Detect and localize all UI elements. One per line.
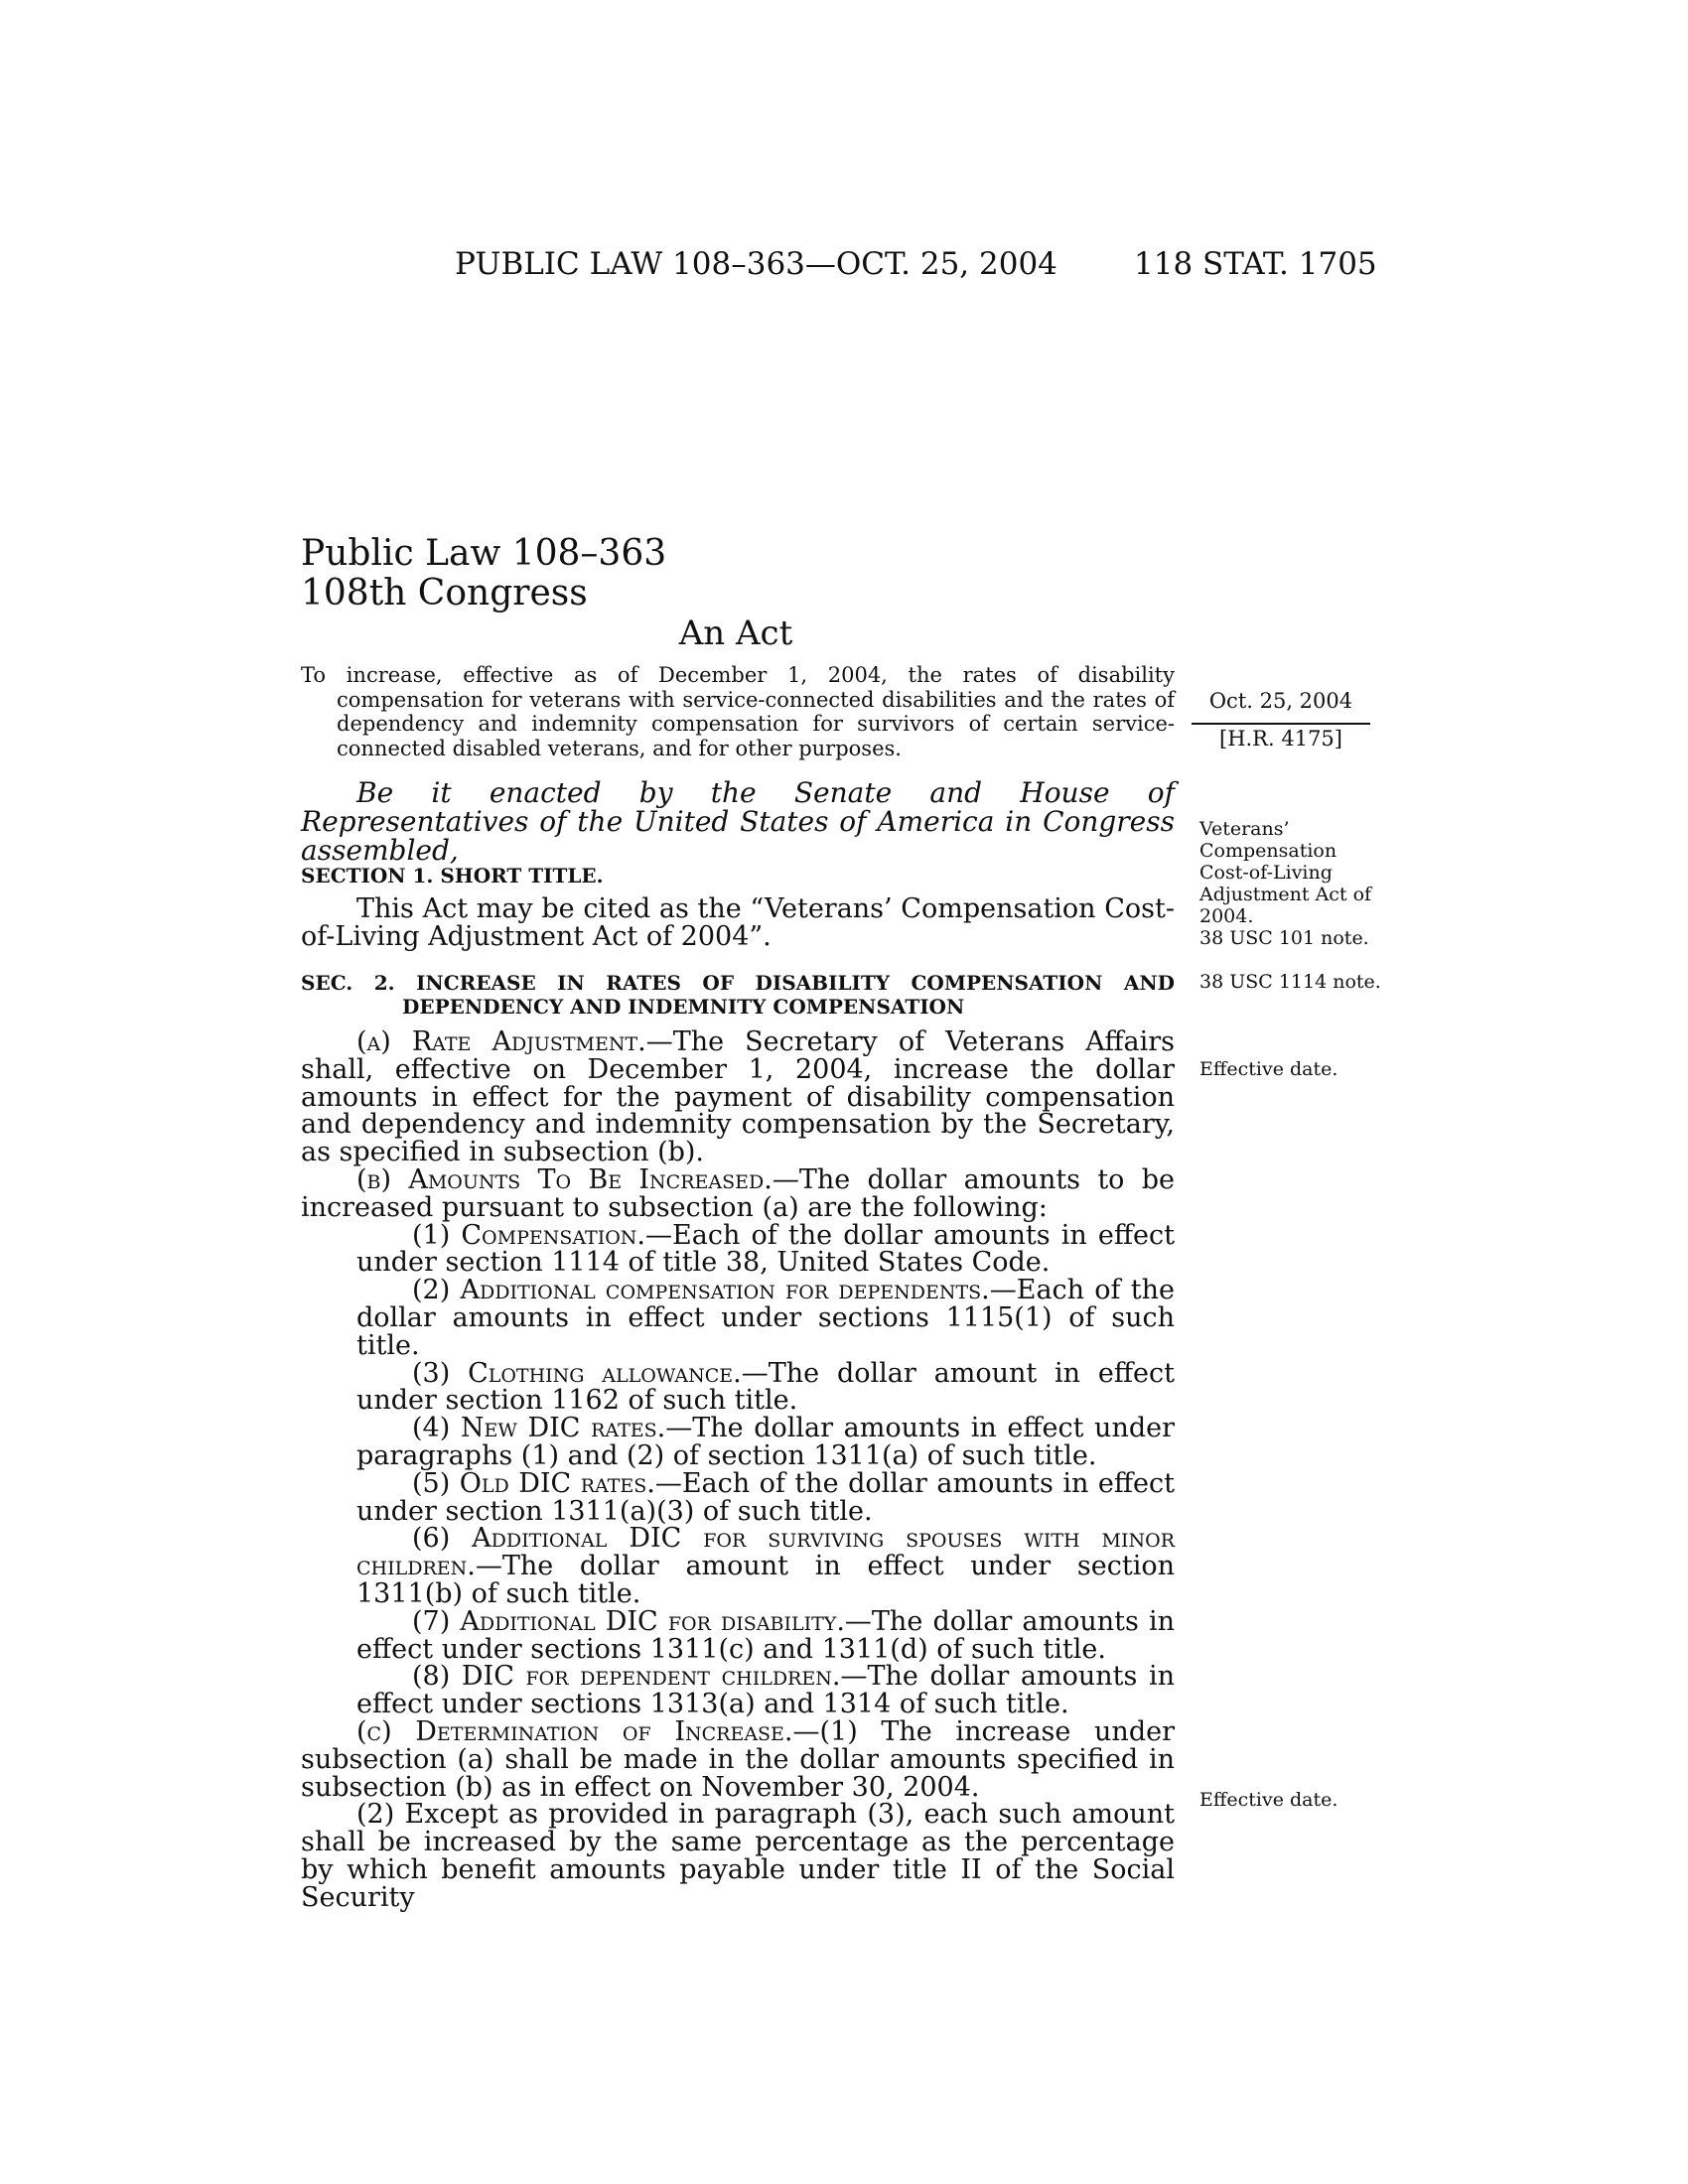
subsection-c-text: —(1) The increase under subsection (a) shall be made in the dollar amounts specified in subsection (b) as in effect on November 30, 2004. xyxy=(301,1715,1175,1803)
page-stat-number: 118 STAT. 1705 xyxy=(1134,246,1377,282)
subsection-c-paragraph-2: (2) Except as provided in paragraph (3), each such amount shall be increased by the same percentage as the percentage by which benefit amounts payable under title II of the Social Security xyxy=(301,1799,1175,1913)
margin-divider xyxy=(1192,723,1370,725)
subsection-c xyxy=(301,1715,1175,1803)
paragraph-6-label: (6) Additional DIC for surviving spouses with minor children. xyxy=(356,1523,1175,1582)
subsection-b-label: (b) Amounts To Be Increased. xyxy=(356,1163,773,1195)
enacting-clause: Be it enacted by the Senate and House of Representatives of the United States of America in Congress assembled, xyxy=(301,776,1175,867)
subsection-a-label: (a) Rate Adjustment. xyxy=(356,1026,646,1057)
margin-note-usc-101: 38 USC 101 note. xyxy=(1199,927,1369,949)
paragraph-5 xyxy=(301,1467,1175,1527)
subsection-a-text: —The Secretary of Veterans Affairs shall, effective on December 1, 2004, increase the dollar amounts in effect for the payment of disability compensation and dependency and indemnity compensation by the Secretary, as specified in subsection (b). xyxy=(301,1026,1175,1168)
act-label: An Act xyxy=(678,614,793,653)
running-header-left: PUBLIC LAW 108–363—OCT. 25, 2004 xyxy=(455,246,1057,282)
paragraph-7-label: (7) Additional DIC for disability. xyxy=(412,1605,845,1637)
paragraph-7 xyxy=(301,1605,1176,1665)
margin-note-short-title: Veterans’ Compensation Cost-of-Living Adjustment Act of 2004. xyxy=(1199,818,1372,927)
margin-note-effective-date: Effective date. xyxy=(1199,1058,1338,1080)
paragraph-8 xyxy=(301,1663,1175,1718)
subsection-c-label: (c) Determination of Increase. xyxy=(356,1715,793,1747)
paragraph-4 xyxy=(301,1415,1175,1470)
public-law-number: Public Law 108–363 xyxy=(301,533,667,574)
paragraph-1-text: —Each of the dollar amounts in effect under section 1114 of title 38, United States Code. xyxy=(356,1219,1175,1279)
paragraph-1-label: (1) Compensation. xyxy=(412,1219,646,1251)
subsection-a xyxy=(301,1028,1175,1166)
paragraph-3 xyxy=(301,1357,1175,1417)
enactment-date: Oct. 25, 2004 xyxy=(1208,689,1353,713)
section-2-body xyxy=(301,1028,1175,1912)
paragraph-8-text: —The dollar amounts in effect under sections 1313(a) and 1314 of such title. xyxy=(356,1661,1176,1720)
subsection-b xyxy=(301,1163,1175,1223)
act-purpose: To increase, effective as of December 1, 2004, the rates of disability compensation for veterans with service-connected disabilities and the rates of dependency and indemnity compensation for survivors of certain service-connected disabled veterans, and for other purposes. xyxy=(301,663,1175,760)
margin-note-usc-1114: 38 USC 1114 note. xyxy=(1199,971,1381,993)
paragraph-1 xyxy=(301,1219,1175,1279)
paragraph-6-text: —The dollar amount in effect under section 1311(b) of such title. xyxy=(356,1551,1175,1609)
paragraph-6 xyxy=(301,1525,1175,1607)
paragraph-8-label: (8) DIC for dependent children. xyxy=(412,1661,841,1693)
section-2-heading: SEC. 2. INCREASE IN RATES OF DISABILITY COMPENSATION AND DEPENDENCY AND INDEMNITY COMPENSATION xyxy=(301,971,1175,1019)
congress-label: 108th Congress xyxy=(301,573,588,614)
paragraph-5-text: —Each of the dollar amounts in effect under section 1311(a)(3) of such title. xyxy=(356,1467,1175,1527)
paragraph-5-label: (5) Old DIC rates. xyxy=(412,1467,655,1499)
paragraph-7-text: —The dollar amounts in effect under sections 1311(c) and 1311(d) of such title. xyxy=(356,1605,1176,1665)
paragraph-4-text: —The dollar amounts in effect under paragraphs (1) and (2) of section 1311(a) of such title. xyxy=(356,1413,1175,1471)
paragraph-2-label: (2) Additional compensation for dependents. xyxy=(412,1275,990,1306)
paragraph-3-text: —The dollar amount in effect under section 1162 of such title. xyxy=(356,1357,1175,1417)
margin-note-effective-date-2: Effective date. xyxy=(1199,1789,1338,1811)
section-1-heading: SECTION 1. SHORT TITLE. xyxy=(301,864,604,887)
section-1-text: This Act may be cited as the “Veterans’ Compensation Cost-of-Living Adjustment Act of 2004”. xyxy=(301,893,1175,952)
paragraph-4-label: (4) New DIC rates. xyxy=(412,1413,666,1444)
paragraph-3-label: (3) Clothing allowance. xyxy=(412,1357,742,1389)
subsection-b-text: —The dollar amounts to be increased pursuant to subsection (a) are the following: xyxy=(301,1163,1175,1223)
paragraph-2 xyxy=(301,1277,1175,1359)
paragraph-2-text: —Each of the dollar amounts in effect under sections 1115(1) of such title. xyxy=(356,1275,1176,1361)
bill-number: [H.R. 4175] xyxy=(1219,727,1342,751)
